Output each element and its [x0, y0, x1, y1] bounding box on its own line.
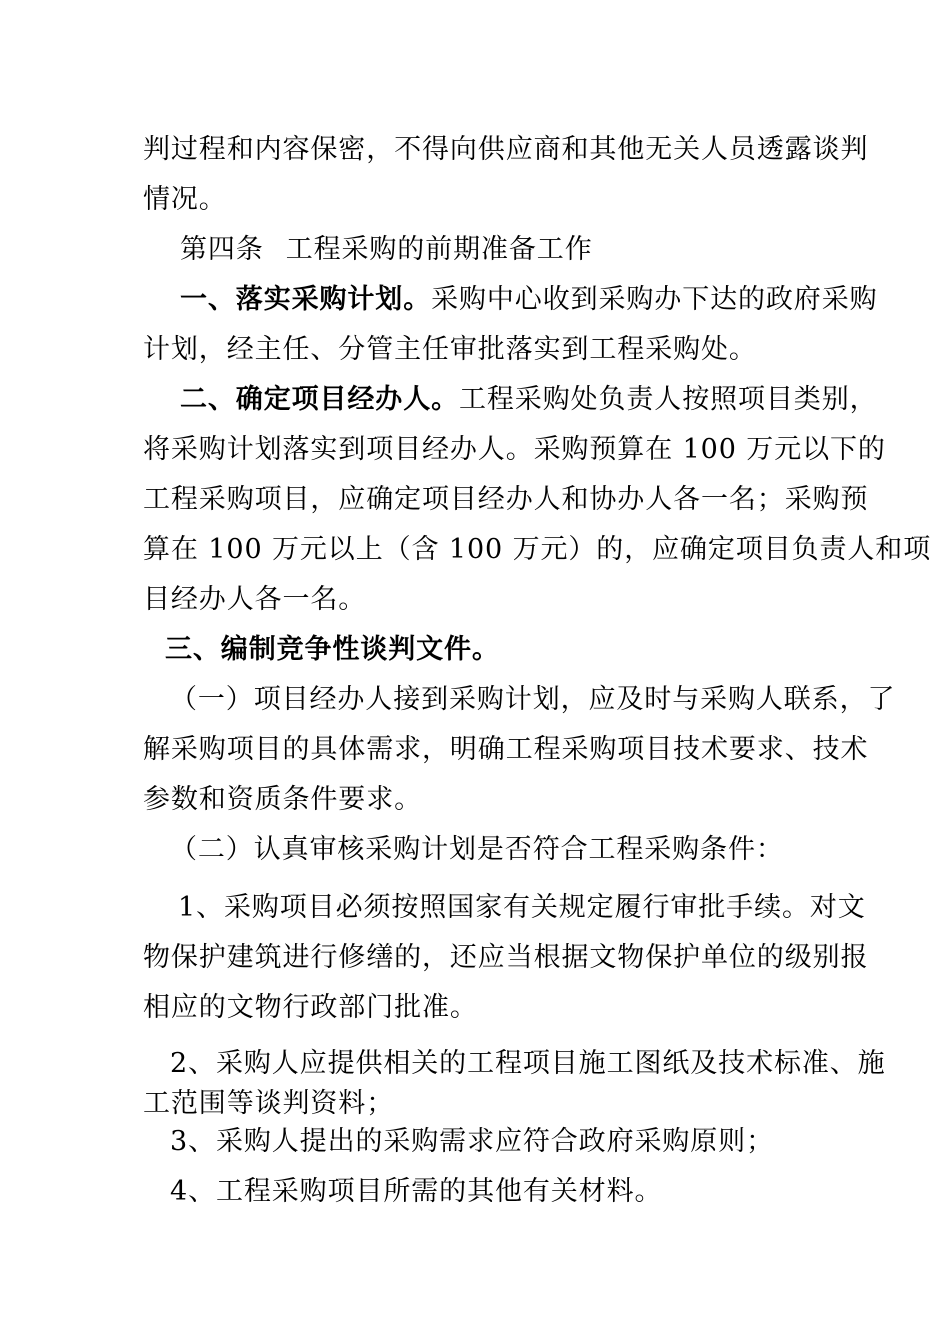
- paragraph-line: 判过程和内容保密，不得向供应商和其他无关人员透露谈判: [143, 134, 869, 165]
- paragraph-line: （二）认真审核采购计划是否符合工程采购条件：: [170, 834, 784, 865]
- paragraph-line: 3、采购人提出的采购需求应符合政府采购原则；: [170, 1126, 774, 1157]
- section-paragraph: [180, 283, 878, 317]
- paragraph-line: 2、采购人应提供相关的工程项目施工图纸及技术标准、施: [170, 1048, 886, 1079]
- paragraph-line: 工范围等谈判资料；: [143, 1088, 395, 1119]
- paragraph-line: 1、采购项目必须按照国家有关规定履行审批手续。对文: [178, 892, 866, 923]
- paragraph-line: 物保护建筑进行修缮的，还应当根据文物保护单位的级别报: [143, 942, 869, 973]
- paragraph-line: 算在 100 万元以上（含 100 万元）的，应确定项目负责人和项: [143, 534, 932, 565]
- article-title: 工程采购的前期准备工作: [285, 234, 593, 265]
- paragraph-line: 4、工程采购项目所需的其他有关材料。: [170, 1176, 663, 1207]
- paragraph-line: （一）项目经办人接到采购计划，应及时与采购人联系，了: [170, 684, 896, 715]
- paragraph-line: 工程采购项目，应确定项目经办人和协办人各一名；采购预: [143, 484, 869, 515]
- paragraph-line: 相应的文物行政部门批准。: [143, 992, 478, 1023]
- article-number: 第四条: [180, 234, 264, 265]
- paragraph-line: 情况。: [143, 184, 227, 215]
- paragraph-text: 采购中心收到采购办下达的政府采购: [431, 284, 878, 315]
- article-heading: [180, 233, 593, 267]
- section-heading: 二、确定项目经办人。: [180, 384, 459, 415]
- paragraph-line: 计划，经主任、分管主任审批落实到工程采购处。: [143, 334, 757, 365]
- paragraph-line: 目经办人各一名。: [143, 584, 367, 615]
- section-heading: 三、编制竞争性谈判文件。: [165, 634, 500, 665]
- paragraph-text: 工程采购处负责人按照项目类别，: [459, 384, 878, 415]
- section-heading: 一、落实采购计划。: [180, 284, 432, 315]
- paragraph-line: 参数和资质条件要求。: [143, 784, 422, 815]
- section-paragraph: [180, 383, 878, 417]
- paragraph-line: 解采购项目的具体需求，明确工程采购项目技术要求、技术: [143, 734, 869, 765]
- paragraph-line: 将采购计划落实到项目经办人。采购预算在 100 万元以下的: [143, 434, 886, 465]
